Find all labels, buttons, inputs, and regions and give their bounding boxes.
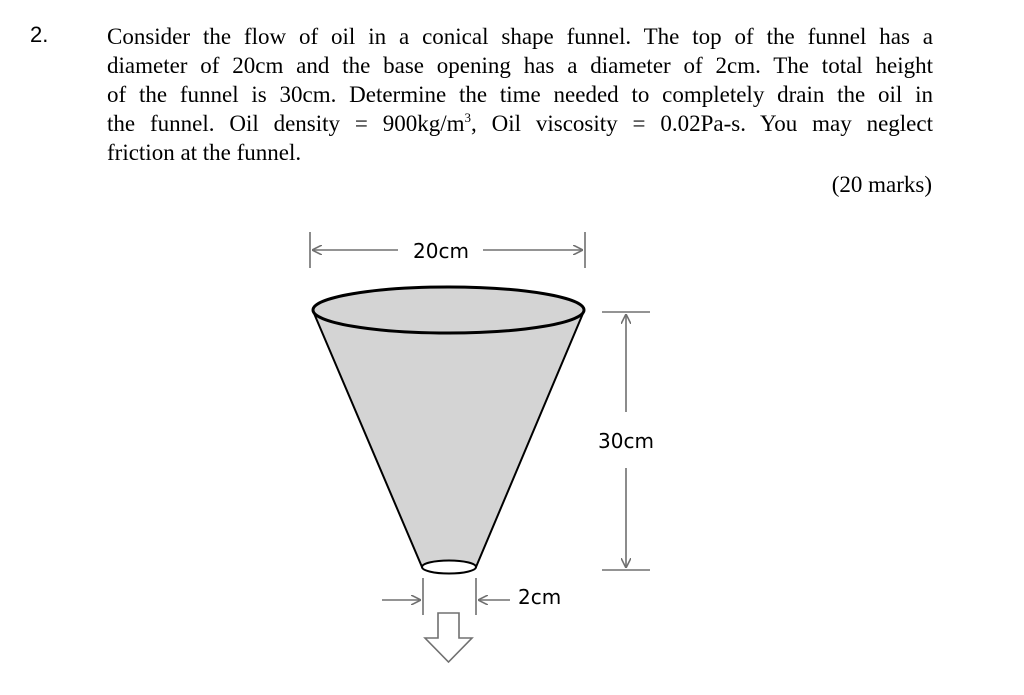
top-diameter-dimension (310, 232, 585, 268)
down-arrow-icon (425, 613, 472, 662)
line-4-text-end: , Oil viscosity = 0.02Pa-s. You may neglect (471, 111, 933, 136)
funnel-top-rim (313, 287, 584, 333)
cubed-superscript: 3 (464, 110, 471, 125)
question-number: 2. (30, 22, 49, 47)
height-dimension (598, 312, 654, 570)
funnel-cone (313, 311, 584, 567)
funnel-base-opening (422, 561, 476, 574)
top-diameter-label: 20cm (413, 239, 469, 263)
height-label: 30cm (598, 429, 654, 453)
line-4-text-start: the funnel. Oil density = 900kg/m (107, 111, 465, 136)
funnel (313, 287, 584, 574)
question-line-2: diameter of 20cm and the base opening has a diameter of 2cm. The total height (107, 53, 933, 78)
question-line-1: Consider the flow of oil in a conical shape funnel. The top of the funnel has a (107, 24, 933, 49)
base-diameter-label: 2cm (518, 585, 562, 609)
marks-label: (20 marks) (831, 172, 932, 197)
question-line-3: of the funnel is 30cm. Determine the time needed to completely drain the oil in (107, 82, 933, 107)
base-diameter-dimension (382, 578, 561, 615)
question-line-5: friction at the funnel. (107, 140, 302, 165)
